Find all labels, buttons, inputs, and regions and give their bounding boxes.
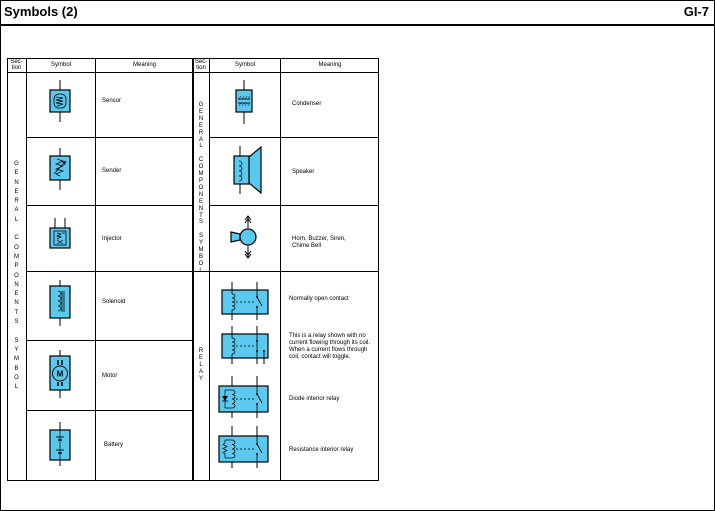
meaning-sender: Sender bbox=[102, 168, 122, 174]
sensor-symbol-icon bbox=[40, 80, 80, 128]
meaning-speaker: Speaker bbox=[292, 169, 315, 175]
left-symbol-table bbox=[7, 58, 193, 481]
right-header-symbol: Symbol bbox=[234, 62, 255, 68]
relay-normally-open-icon bbox=[220, 282, 274, 322]
meaning-resistance-relay: Resistance interior relay bbox=[289, 447, 354, 453]
battery-symbol-icon bbox=[40, 422, 80, 468]
left-section-label: G E N E R A L C O M P O N E N T S S Y M B O L bbox=[14, 161, 19, 391]
relay-toggle-icon bbox=[220, 326, 274, 366]
meaning-normally-open: Normally open contact bbox=[289, 296, 349, 302]
meaning-condenser: Condenser bbox=[292, 101, 322, 107]
sender-symbol-icon bbox=[40, 148, 80, 196]
meaning-motor: Motor bbox=[102, 373, 118, 379]
injector-symbol-icon bbox=[40, 218, 80, 266]
meaning-solenoid: Solenoid bbox=[102, 299, 126, 305]
meaning-sensor: Sensor bbox=[102, 98, 122, 104]
meaning-horn: Horn, Buzzer, Siren, Chime Bell bbox=[292, 236, 346, 249]
horn-symbol-icon bbox=[225, 214, 265, 262]
left-header-section: Sec- tion bbox=[10, 59, 23, 71]
right-section-label-general: G E N E R A L C O M P O N E N T S S Y M B O L bbox=[198, 102, 204, 274]
condenser-symbol-icon bbox=[225, 80, 265, 130]
solenoid-symbol-icon bbox=[40, 280, 80, 330]
right-header-meaning: Meaning bbox=[318, 62, 342, 68]
page-header bbox=[0, 0, 715, 26]
motor-symbol-icon bbox=[40, 350, 80, 402]
motor-symbol-letter: M bbox=[56, 369, 64, 379]
meaning-diode-relay: Diode interior relay bbox=[289, 396, 340, 402]
relay-resistance-icon bbox=[216, 426, 274, 470]
meaning-battery: Battery bbox=[104, 442, 124, 448]
left-header-symbol: Symbol bbox=[50, 62, 71, 68]
page-title: Symbols (2) bbox=[4, 4, 78, 19]
left-header-meaning: Meaning bbox=[132, 62, 156, 68]
page-id: GI-7 bbox=[683, 4, 709, 19]
meaning-relay-toggle: This is a relay shown with no current flowing through its coil. When a current flows through coil, contact will toggle. bbox=[289, 333, 371, 360]
meaning-injector: Injector bbox=[102, 236, 122, 242]
right-header-section: Sec- tion bbox=[194, 59, 208, 71]
relay-diode-icon bbox=[216, 376, 274, 420]
right-section-label-relay: R E L A Y bbox=[198, 348, 204, 382]
speaker-symbol-icon bbox=[225, 146, 275, 198]
